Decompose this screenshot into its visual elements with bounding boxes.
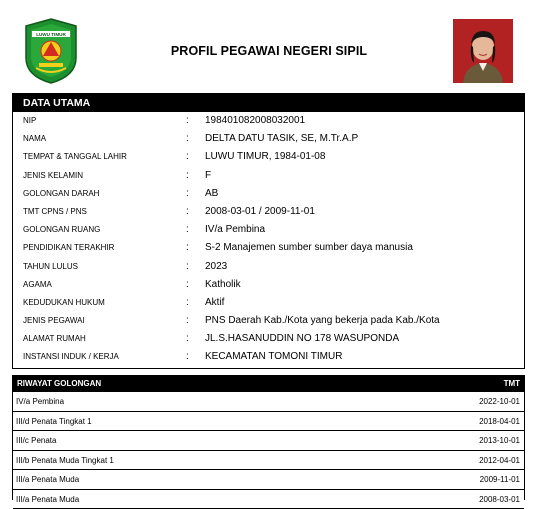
field-value: 198401082008032001: [205, 115, 305, 126]
person-photo-icon: [453, 19, 513, 83]
riwayat-golongan-title: RIWAYAT GOLONGAN: [17, 379, 101, 388]
field-label: AGAMA: [23, 280, 52, 289]
tmt-cell: 2022-10-01: [479, 397, 520, 406]
field-label: GOLONGAN RUANG: [23, 225, 100, 234]
field-row: [13, 312, 524, 330]
table-row: [13, 431, 524, 451]
field-row: [13, 348, 524, 366]
data-utama-list: [13, 112, 524, 367]
field-separator: :: [186, 315, 189, 326]
field-label: JENIS KELAMIN: [23, 171, 83, 180]
table-row: [13, 451, 524, 471]
page-title: PROFIL PEGAWAI NEGERI SIPIL: [0, 44, 538, 58]
field-separator: :: [186, 333, 189, 344]
field-value: 2008-03-01 / 2009-11-01: [205, 206, 315, 217]
table-row: [13, 490, 524, 509]
tmt-cell: 2018-04-01: [479, 417, 520, 426]
emblem-text: LUWU TIMUR: [36, 32, 66, 37]
field-separator: :: [186, 261, 189, 272]
field-separator: :: [186, 279, 189, 290]
golongan-cell: III/b Penata Muda Tingkat 1: [16, 456, 114, 465]
data-utama-section: [12, 93, 525, 369]
field-row: [13, 258, 524, 276]
golongan-cell: III/a Penata Muda: [16, 495, 79, 504]
golongan-cell: III/a Penata Muda: [16, 475, 79, 484]
field-label: NAMA: [23, 134, 46, 143]
field-row: [13, 148, 524, 166]
field-label: PENDIDIKAN TERAKHIR: [23, 243, 114, 252]
table-row: [13, 392, 524, 412]
field-separator: :: [186, 206, 189, 217]
field-row: [13, 167, 524, 185]
field-label: TMT CPNS / PNS: [23, 207, 87, 216]
field-value: 2023: [205, 261, 227, 272]
riwayat-golongan-list: [13, 392, 524, 509]
tmt-cell: 2008-03-01: [479, 495, 520, 504]
tmt-cell: 2012-04-01: [479, 456, 520, 465]
field-separator: :: [186, 151, 189, 162]
field-value: KECAMATAN TOMONI TIMUR: [205, 351, 342, 362]
field-separator: :: [186, 115, 189, 126]
tmt-column-header: TMT: [504, 376, 520, 392]
golongan-cell: III/c Penata: [16, 436, 56, 445]
field-value: PNS Daerah Kab./Kota yang bekerja pada Kab./Kota: [205, 315, 440, 326]
section-header-data-utama: DATA UTAMA: [13, 94, 524, 112]
field-value: AB: [205, 188, 218, 199]
field-value: IV/a Pembina: [205, 224, 265, 235]
golongan-cell: III/d Penata Tingkat 1: [16, 417, 92, 426]
document-header: [0, 0, 538, 90]
field-separator: :: [186, 133, 189, 144]
riwayat-golongan-section: [12, 375, 525, 500]
field-value: Katholik: [205, 279, 241, 290]
field-row: [13, 130, 524, 148]
field-label: TAHUN LULUS: [23, 262, 78, 271]
field-row: [13, 294, 524, 312]
field-row: [13, 203, 524, 221]
field-label: JENIS PEGAWAI: [23, 316, 85, 325]
field-separator: :: [186, 242, 189, 253]
table-row: [13, 412, 524, 432]
tmt-cell: 2009-11-01: [480, 475, 520, 484]
field-label: GOLONGAN DARAH: [23, 189, 99, 198]
field-separator: :: [186, 188, 189, 199]
field-separator: :: [186, 297, 189, 308]
table-row: [13, 470, 524, 490]
section-header-riwayat-golongan: [13, 376, 524, 392]
field-value: DELTA DATU TASIK, SE, M.Tr.A.P: [205, 133, 358, 144]
tmt-cell: 2013-10-01: [479, 436, 520, 445]
field-row: [13, 185, 524, 203]
golongan-cell: IV/a Pembina: [16, 397, 64, 406]
field-label: KEDUDUKAN HUKUM: [23, 298, 105, 307]
field-separator: :: [186, 170, 189, 181]
field-value: LUWU TIMUR, 1984-01-08: [205, 151, 325, 162]
field-row: [13, 276, 524, 294]
field-value: JL.S.HASANUDDIN NO 178 WASUPONDA: [205, 333, 399, 344]
field-separator: :: [186, 351, 189, 362]
field-value: F: [205, 170, 211, 181]
field-value: S-2 Manajemen sumber sumber daya manusia: [205, 242, 413, 253]
field-value: Aktif: [205, 297, 224, 308]
field-label: ALAMAT RUMAH: [23, 334, 86, 343]
field-row: [13, 112, 524, 130]
field-label: NIP: [23, 116, 36, 125]
field-row: [13, 330, 524, 348]
field-label: INSTANSI INDUK / KERJA: [23, 352, 119, 361]
field-row: [13, 221, 524, 239]
field-label: TEMPAT & TANGGAL LAHIR: [23, 152, 127, 161]
field-separator: :: [186, 224, 189, 235]
field-row: [13, 239, 524, 257]
